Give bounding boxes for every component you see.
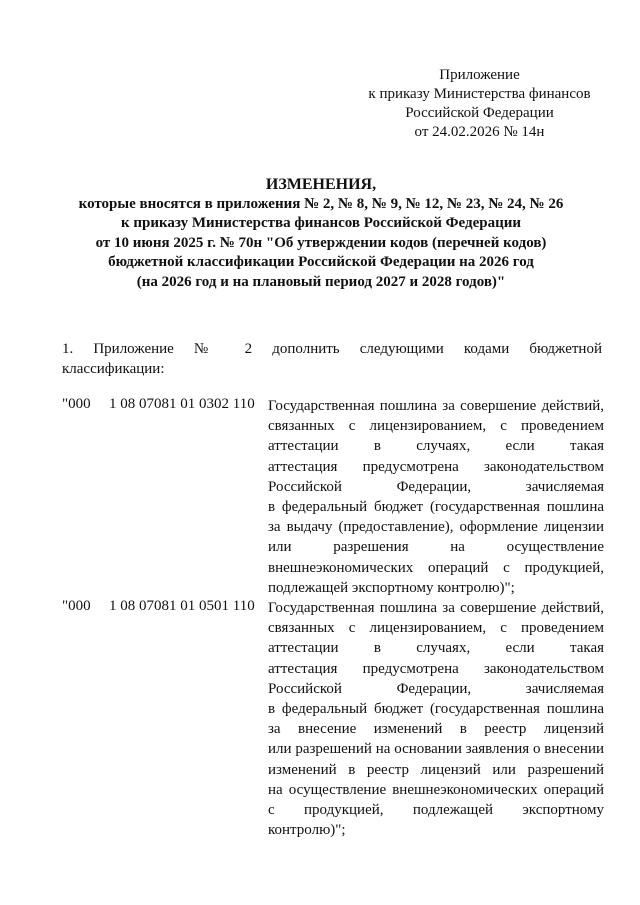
- description-line: за выдачу (предоставление), оформление лицензии: [268, 519, 604, 536]
- description-line: Государственная пошлина за совершение действий,: [268, 600, 604, 616]
- entry-prefix: "000: [62, 396, 91, 412]
- title-line: от 10 июня 2025 г. № 70н "Об утверждении кодов (перечней кодов): [95, 234, 547, 251]
- intro-paragraph: 1. Приложение № 2 дополнить следующими кодами бюджетной: [62, 341, 602, 357]
- description-line: или разрешений на основании заявления о внесении: [268, 741, 604, 758]
- description-line: аттестации в случаях, если такая: [268, 640, 604, 657]
- description-line: контролю)";: [268, 822, 346, 839]
- description-line: Государственная пошлина за совершение действий,: [268, 398, 604, 414]
- description-line: изменений в реестр лицензий или разрешений: [268, 761, 604, 778]
- description-line: связанных с лицензированием, с проведением: [268, 418, 604, 435]
- description-line: связанных с лицензированием, с проведением: [268, 620, 604, 637]
- entry-description: [268, 598, 604, 840]
- description-line: Российской Федерации, зачисляемая: [268, 478, 604, 495]
- header-line: Российской Федерации: [405, 105, 554, 121]
- description-line: с продукцией, подлежащей экспортному: [268, 801, 604, 818]
- description-line: в федеральный бюджет (государственная пошлина: [268, 498, 604, 515]
- description-line: или разрешения на осуществление: [268, 539, 604, 556]
- description-line: Российской Федерации, зачисляемая: [268, 680, 604, 697]
- entry-description: [268, 396, 604, 598]
- description-line: за внесение изменений в реестр лицензий: [268, 721, 604, 738]
- description-line: внешнеэкономических операций с продукцией,: [268, 559, 604, 576]
- title-line: к приказу Министерства финансов Российской Федерации: [120, 215, 522, 231]
- budget-code: 1 08 07081 01 0302 110: [109, 396, 255, 412]
- description-line: подлежащей экспортному контролю)";: [268, 579, 515, 596]
- document-title: [40, 175, 602, 292]
- description-line: аттестации в случаях, если такая: [268, 438, 604, 455]
- title-line: бюджетной классификации Российской Федерации на 2026 год: [108, 254, 534, 270]
- description-line: в федеральный бюджет (государственная пошлина: [268, 700, 604, 717]
- title-line: (на 2026 год и на плановый период 2027 и 2028 годов)": [136, 273, 506, 290]
- budget-code: 1 08 07081 01 0501 110: [109, 598, 255, 614]
- title-heading: ИЗМЕНЕНИЯ,: [265, 176, 377, 193]
- appendix-header: [352, 66, 607, 142]
- header-line: от 24.02.2026 № 14н: [414, 124, 545, 140]
- description-line: аттестация предусмотрена законодательством: [268, 660, 604, 677]
- header-line: Приложение: [439, 67, 520, 83]
- intro-paragraph-continuation: классификации:: [62, 361, 165, 377]
- description-line: аттестация предусмотрена законодательством: [268, 458, 604, 475]
- header-line: к приказу Министерства финансов: [368, 86, 591, 102]
- description-line: на осуществление внешнеэкономических операций: [268, 781, 604, 798]
- title-line: которые вносятся в приложения № 2, № 8, № 9, № 12, № 23, № 24, № 26: [78, 195, 564, 212]
- entry-prefix: "000: [62, 598, 91, 614]
